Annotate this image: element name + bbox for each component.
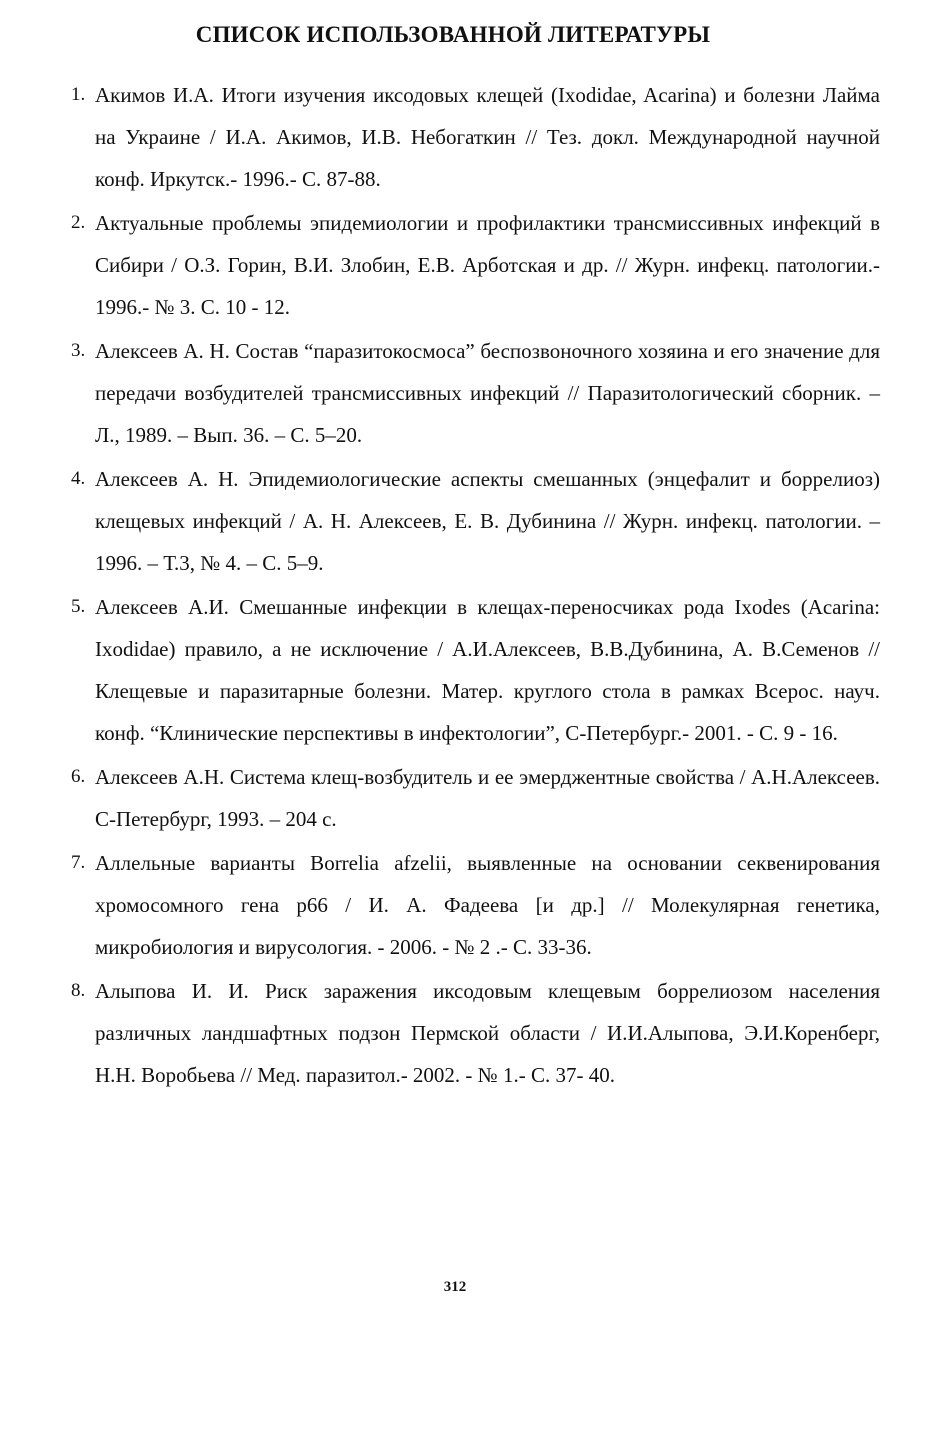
reference-number: 8. [71,980,86,1001]
reference-item [0,202,952,328]
reference-number: 3. [71,340,86,361]
reference-text: Алыпова И. И. Риск заражения иксодовым клещевым боррелиозом населения различных ландшафтных подзон Пермской области / И.И.Алыпова, Э.И.Коренберг, Н.Н. Воробьева // Мед. паразитол.- 2002. - № 1.- С. 37- 40. [95,979,880,1087]
reference-item [0,458,952,584]
reference-item [0,756,952,840]
reference-text: Аллельные варианты Borrelia afzelii, выявленные на основании секвенирования хромосомного гена p66 / И. А. Фадеева [и др.] // Молекулярная генетика, микробиология и вирусология. - 2006. - № 2 .- С. 33-36. [95,851,880,959]
reference-text: Алексеев А.И. Смешанные инфекции в клещах-переносчиках рода Ixodes (Acarina: Ixodidae) правило, а не исключение / А.И.Алексеев, В.В.Дубинина, А. В.Семенов // Клещевые и паразитарные болезни. Матер. круглого стола в рамках Всерос. науч. конф. “Клинические перспективы в инфектологии”, С-Петербург.- 2001. - С. 9 - 16. [95,595,880,745]
reference-item [0,970,952,1096]
reference-text: Алексеев А. Н. Состав “паразитокосмоса” беспозвоночного хозяина и его значение для передачи возбудителей трансмиссивных инфекций // Паразитологический сборник. – Л., 1989. – Вып. 36. – С. 5–20. [95,339,880,447]
reference-number: 6. [71,766,86,787]
reference-text: Акимов И.А. Итоги изучения иксодовых клещей (Ixodidae, Acarina) и болезни Лайма на Украине / И.А. Акимов, И.В. Небогаткин // Тез. докл. Международной научной конф. Иркутск.- 1996.- С. 87-88. [95,83,880,191]
reference-item [0,586,952,754]
reference-text: Алексеев А.Н. Система клещ-возбудитель и ее эмерджентные свойства / А.Н.Алексеев. С-Петербург, 1993. – 204 с. [95,765,880,831]
reference-text: Актуальные проблемы эпидемиологии и профилактики трансмиссивных инфекций в Сибири / О.З. Горин, В.И. Злобин, Е.В. Арботская и др. // Журн. инфекц. патологии.- 1996.- № 3. С. 10 - 12. [95,211,880,319]
reference-item [0,74,952,200]
reference-number: 4. [71,468,86,489]
page-number: 312 [443,1279,467,1295]
reference-item [0,842,952,968]
reference-list [0,74,952,1098]
reference-item [0,330,952,456]
reference-number: 5. [71,596,86,617]
reference-number: 7. [71,852,86,873]
reference-number: 1. [71,84,86,105]
reference-text: Алексеев А. Н. Эпидемиологические аспекты смешанных (энцефалит и боррелиоз) клещевых инфекций / А. Н. Алексеев, Е. В. Дубинина // Журн. инфекц. патологии. – 1996. – Т.3, № 4. – С. 5–9. [95,467,880,575]
reference-number: 2. [71,212,86,233]
page-title: СПИСОК ИСПОЛЬЗОВАННОЙ ЛИТЕРАТУРЫ [195,22,711,47]
